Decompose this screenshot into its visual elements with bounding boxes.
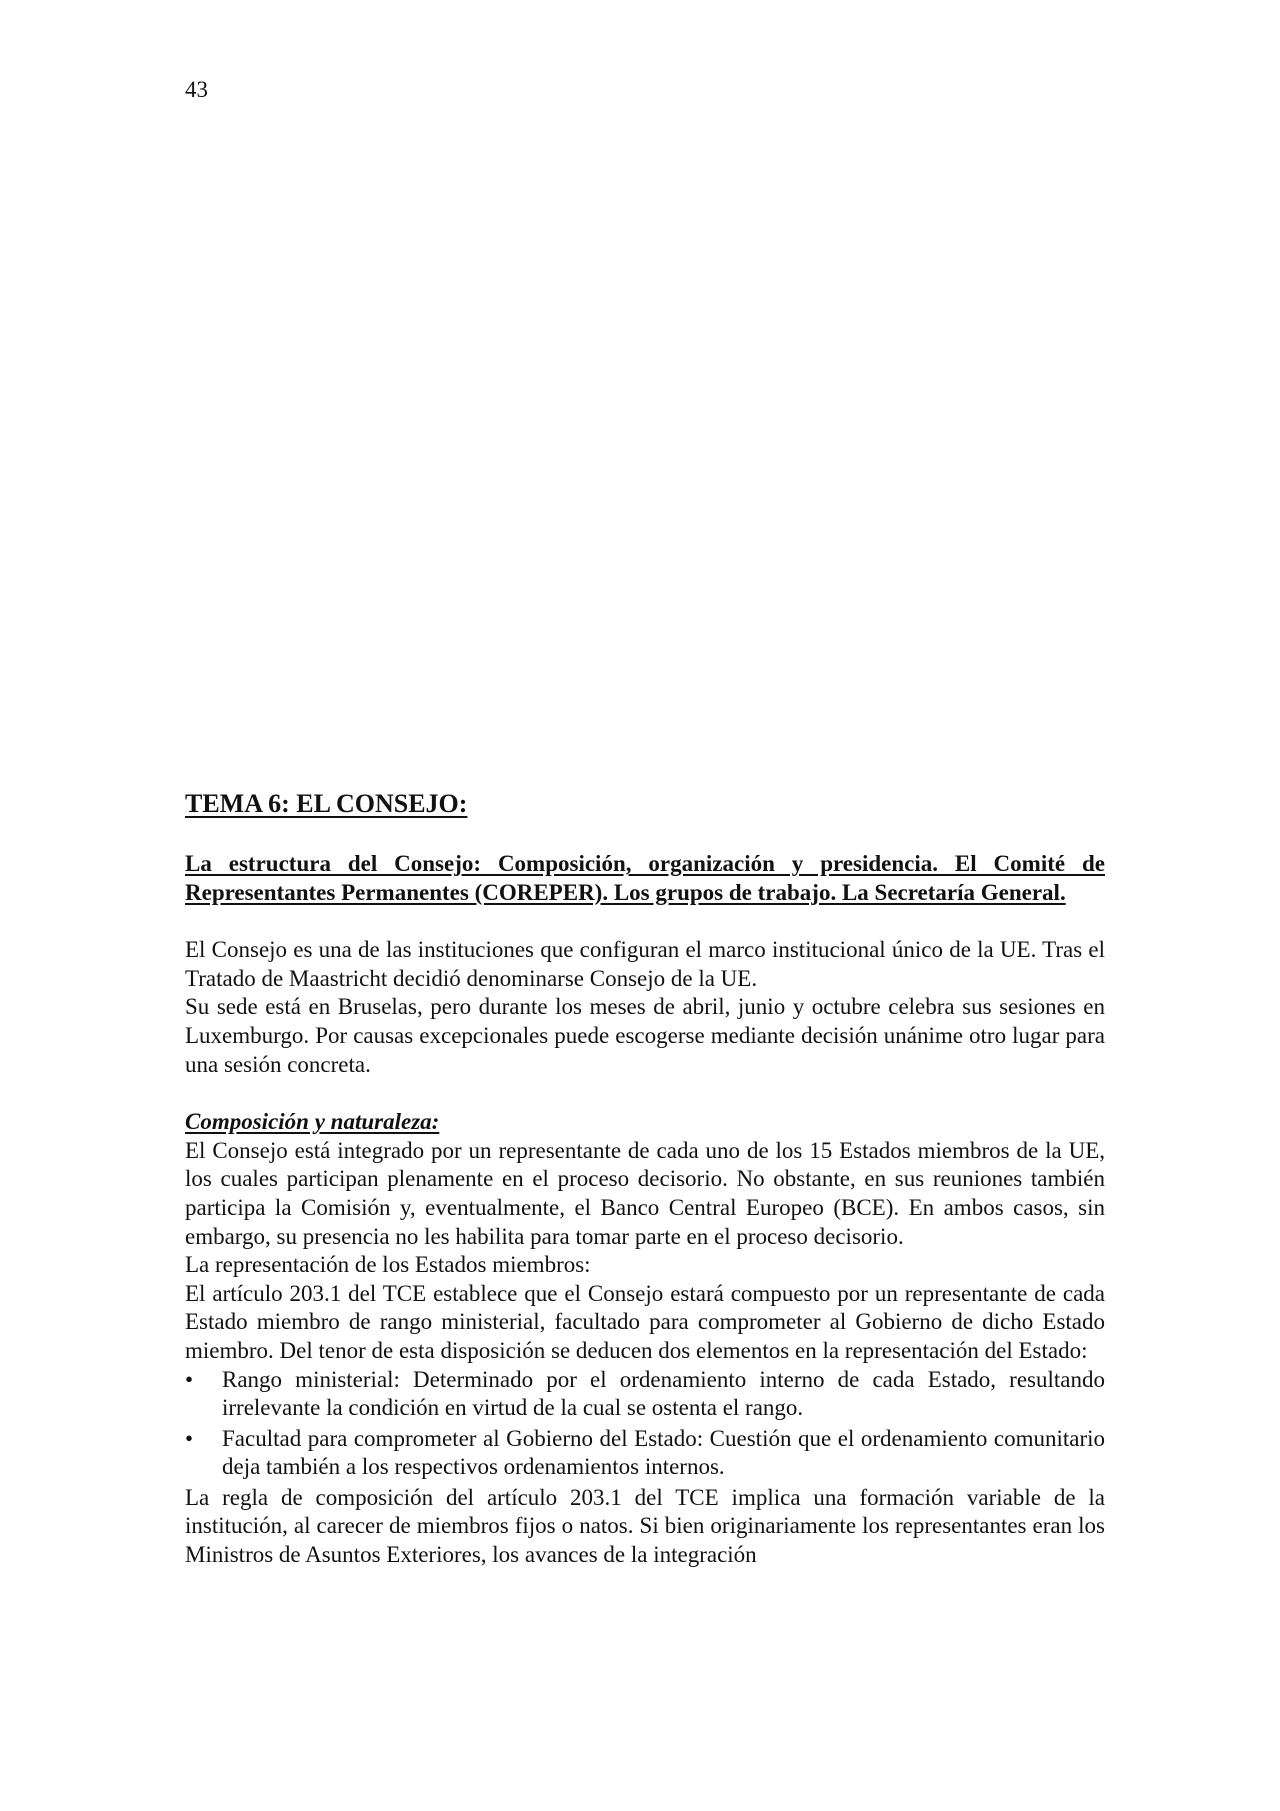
section-paragraph: La representación de los Estados miembros:	[185, 1252, 591, 1278]
list-item-text: Facultad para comprometer al Gobierno del Estado: Cuestión que el ordenamiento comunitario deja también a los respectivos ordenamientos internos.	[222, 1425, 1105, 1480]
bullet-icon: •	[185, 1366, 194, 1392]
spacer	[185, 1079, 1105, 1108]
chapter-title: TEMA 6: EL CONSEJO:	[185, 789, 468, 818]
intro-paragraph: Su sede está en Bruselas, pero durante los meses de abril, junio y octubre celebra sus sesiones en Luxemburgo. Por causas excepcionales puede escogerse mediante decisión unánime otro lugar para una sesión concreta.	[185, 994, 1105, 1077]
chapter-subtitle: La estructura del Consejo: Composición, organización y presidencia. El Comité de Representantes Permanentes (COREPER). Los grupos de trabajo. La Secretaría General.	[185, 851, 1105, 905]
page-number: 43	[185, 77, 208, 102]
list-item	[185, 1425, 1105, 1482]
document-body	[185, 788, 1105, 1570]
bullet-list	[185, 1366, 1105, 1482]
section-heading: Composición y naturaleza:	[185, 1109, 440, 1135]
section-paragraph: El artículo 203.1 del TCE establece que el Consejo estará compuesto por un representante de cada Estado miembro de rango ministerial, facultado para comprometer al Gobierno de dicho Estado miembro. Del tenor de esta disposición se deducen dos elementos en la representación del Estado:	[185, 1280, 1105, 1363]
spacer	[185, 907, 1105, 936]
section-paragraph: El Consejo está integrado por un representante de cada uno de los 15 Estados miembros de la UE, los cuales participan plenamente en el proceso decisorio. No obstante, en sus reuniones también participa la Comisión y, eventualmente, el Banco Central Europeo (BCE). En ambos casos, sin embargo, su presencia no les habilita para tomar parte en el proceso decisorio.	[185, 1137, 1105, 1249]
bullet-icon: •	[185, 1425, 194, 1451]
intro-paragraph: El Consejo es una de las instituciones que configuran el marco institucional único de la UE. Tras el Tratado de Maastricht decidió denominarse Consejo de la UE.	[185, 937, 1105, 991]
list-item	[185, 1366, 1105, 1423]
list-item-text: Rango ministerial: Determinado por el ordenamiento interno de cada Estado, resultando irrelevante la condición en virtud de la cual se ostenta el rango.	[222, 1366, 1105, 1421]
closing-paragraph: La regla de composición del artículo 203.1 del TCE implica una formación variable de la institución, al carecer de miembros fijos o natos. Si bien originariamente los representantes eran los Ministros de Asuntos Exteriores, los avances de la integración	[185, 1484, 1105, 1568]
